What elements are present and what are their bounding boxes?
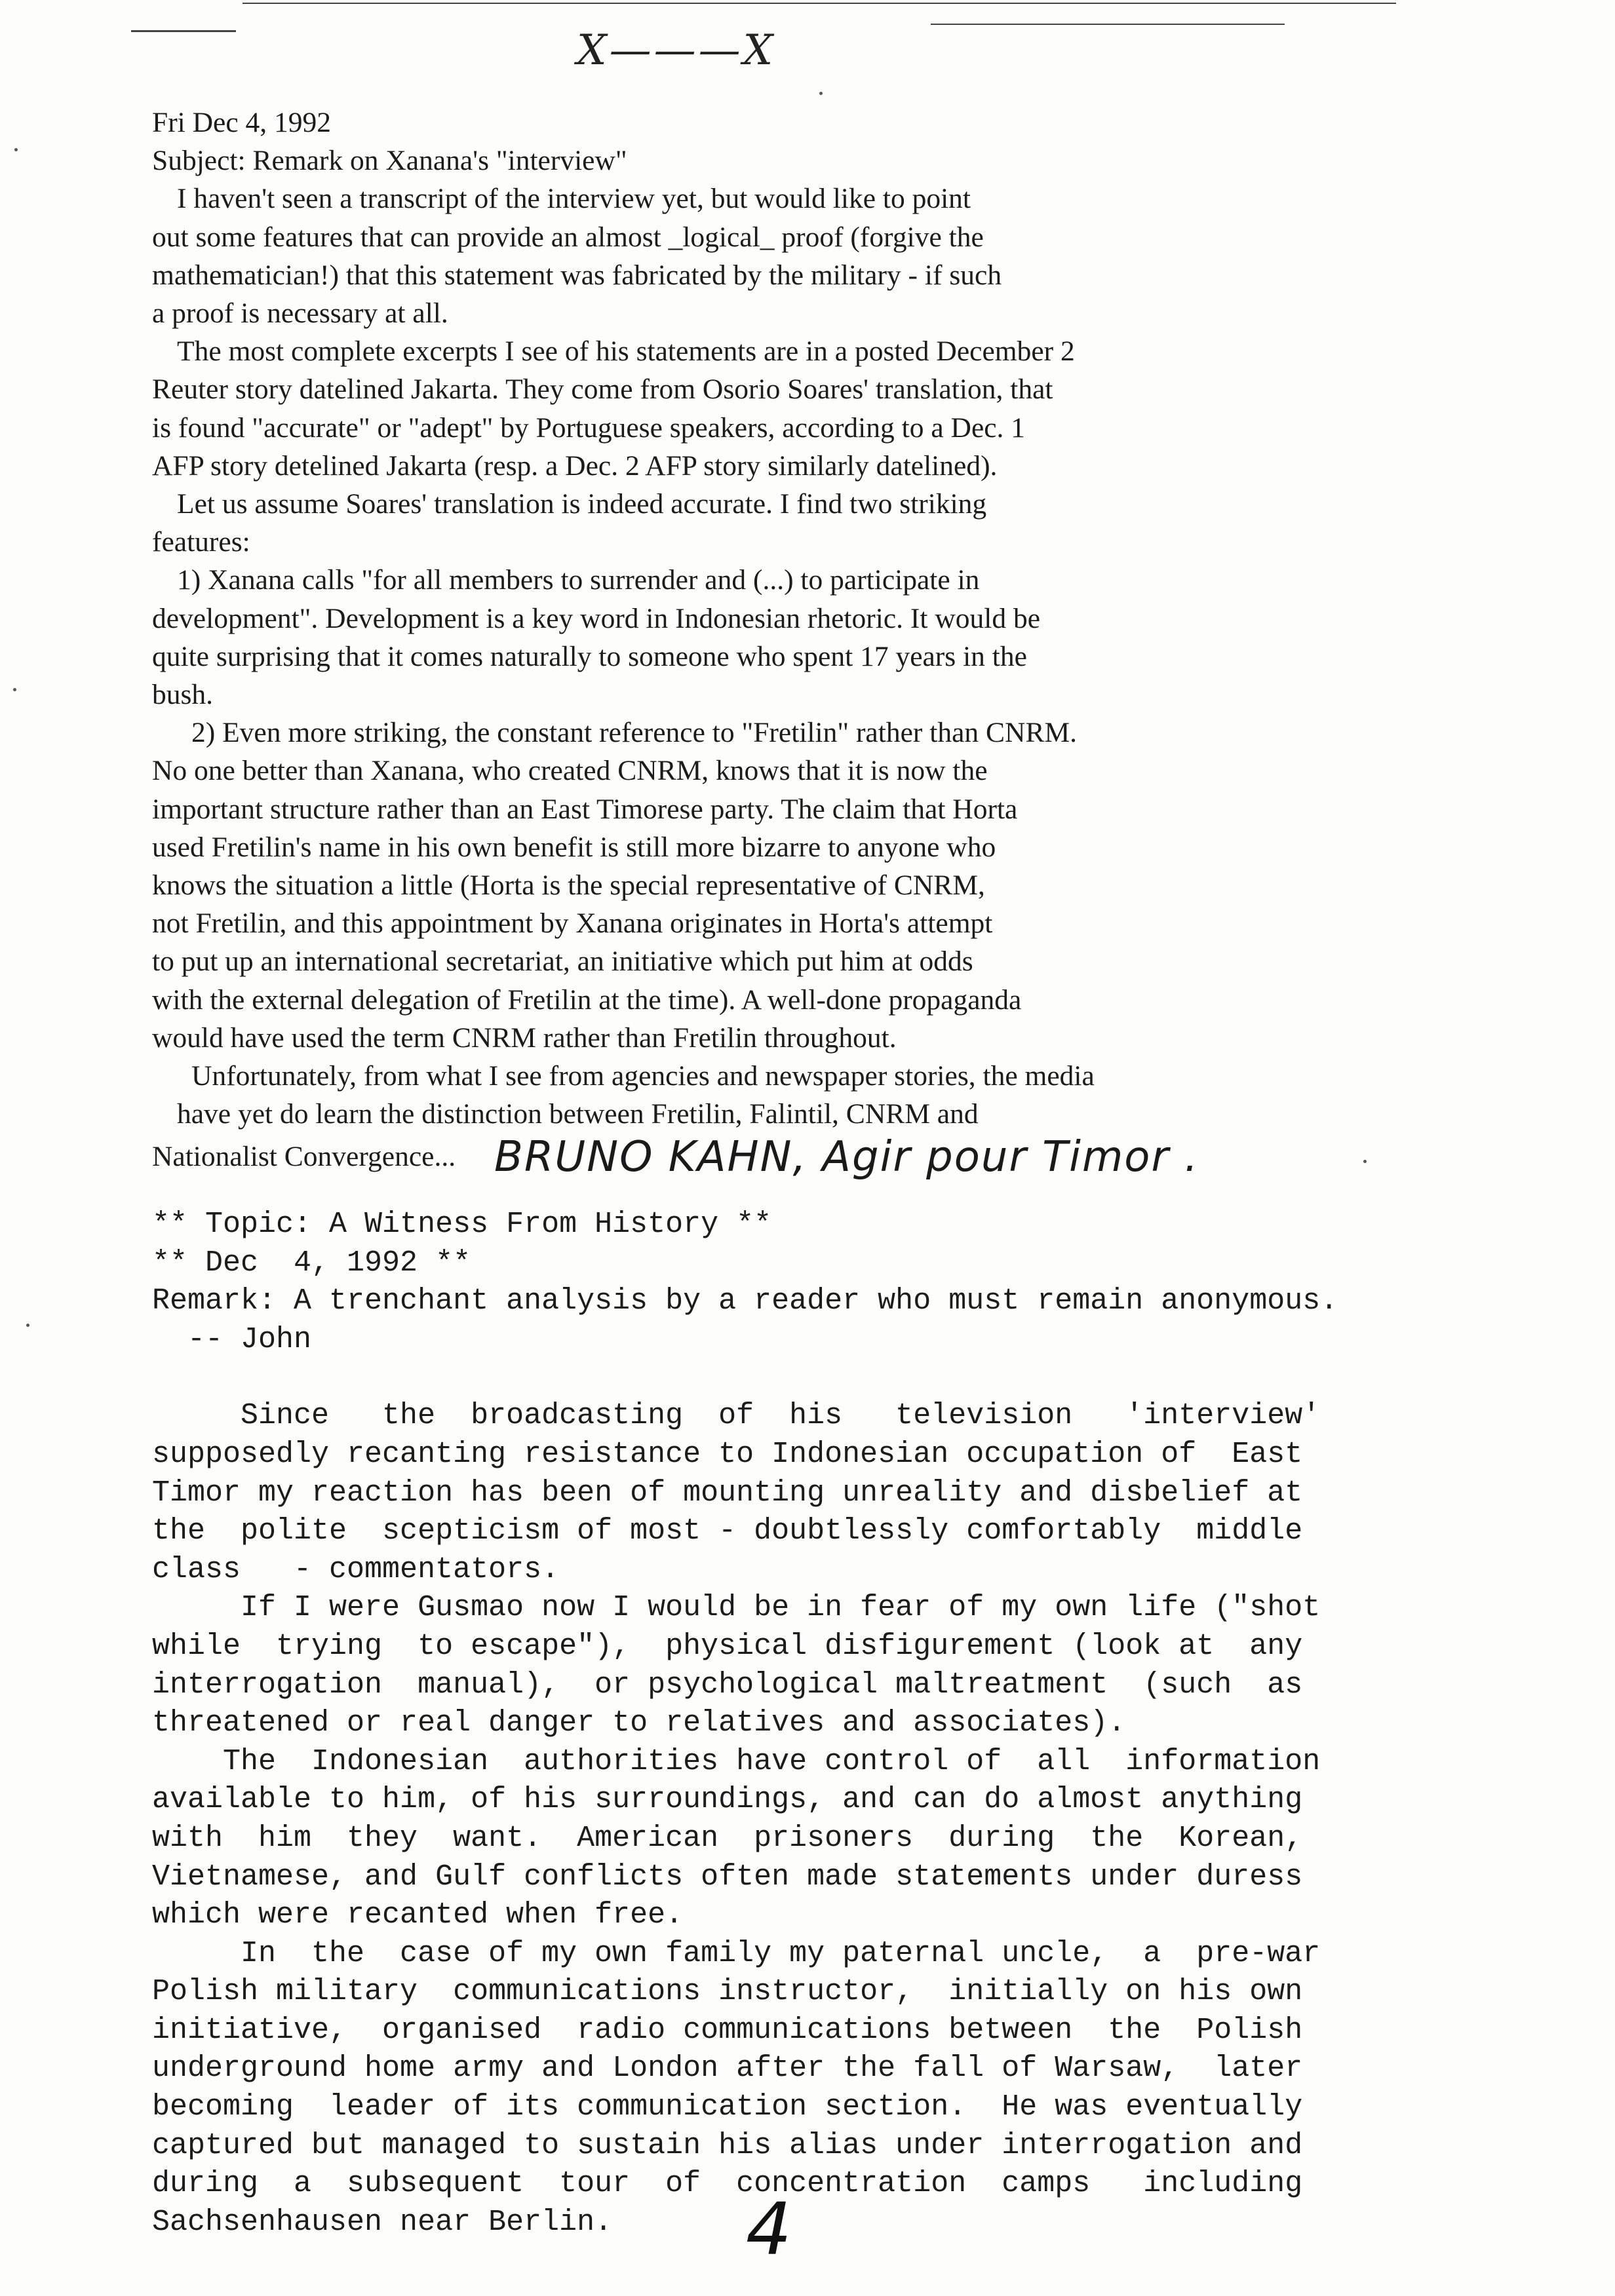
body-line: interrogation manual), or psychological maltreatment (such as	[152, 1668, 1303, 1702]
body-line: which were recanted when free.	[152, 1898, 684, 1932]
body-line: with him they want. American prisoners during the Korean,	[152, 1821, 1303, 1855]
body-line: If I were Gusmao now I would be in fear of my own life ("shot	[152, 1591, 1321, 1625]
text-line: would have used the term CNRM rather than Fretilin throughout.	[152, 1022, 897, 1054]
body-line: during a subsequent tour of concentration camps including	[152, 2167, 1303, 2201]
body-line: supposedly recanting resistance to Indonesian occupation of East	[152, 1437, 1303, 1471]
body-line: available to him, of his surroundings, and can do almost anything	[152, 1783, 1303, 1817]
date-header: ** Dec 4, 1992 **	[152, 1246, 471, 1280]
text-line: Reuter story datelined Jakarta. They come from Osorio Soares' translation, that	[152, 373, 1053, 406]
text-line: mathematician!) that this statement was fabricated by the military - if such	[152, 259, 1002, 291]
text-line: Unfortunately, from what I see from agencies and newspaper stories, the media	[191, 1060, 1095, 1092]
text-line: 1) Xanana calls "for all members to surrender and (...) to participate in	[177, 564, 980, 596]
author-line: -- John	[152, 1322, 312, 1356]
body-line: Since the broadcasting of his television 'interview'	[152, 1399, 1321, 1433]
text-line: knows the situation a little (Horta is the special representative of CNRM,	[152, 870, 985, 902]
body-line: threatened or real danger to relatives and associates).	[152, 1706, 1126, 1740]
body-line: becoming leader of its communication section. He was eventually	[152, 2090, 1303, 2124]
paragraph-gap	[152, 1359, 1469, 1397]
text-line: bush.	[152, 679, 214, 711]
text-line: used Fretilin's name in his own benefit is still more bizarre to anyone who	[152, 831, 996, 863]
scan-speck	[26, 1324, 29, 1327]
text-line: The most complete excerpts I see of his statements are in a posted December 2	[177, 335, 1075, 368]
text-line: a proof is necessary at all.	[152, 297, 448, 330]
scan-speck	[14, 148, 18, 151]
text-line: out some features that can provide an almost _logical_ proof (forgive the	[152, 221, 984, 253]
body-line: the polite scepticism of most - doubtlessly comfortably middle	[152, 1514, 1303, 1548]
body-line: while trying to escape"), physical disfigurement (look at any	[152, 1629, 1303, 1663]
top-rule-right	[931, 24, 1285, 25]
text-line: development". Development is a key word in Indonesian rhetoric. It would be	[152, 602, 1041, 634]
handwritten-top-mark: X———X	[577, 26, 776, 75]
text-line: is found "accurate" or "adept" by Portuguese speakers, according to a Dec. 1	[152, 411, 1026, 444]
remark-header: Remark: A trenchant analysis by a reader who must remain anonymous.	[152, 1284, 1338, 1318]
text-line: Nationalist Convergence...	[152, 1141, 456, 1173]
handwritten-page-number: 4	[746, 2187, 792, 2271]
scan-speck	[1363, 1160, 1367, 1163]
topic-header: ** Topic: A Witness From History **	[152, 1208, 772, 1241]
body-line: underground home army and London after the fall of Warsaw, later	[152, 2052, 1303, 2086]
body-line: Polish military communications instructor, initially on his own	[152, 1975, 1303, 2009]
text-line: 2) Even more striking, the constant reference to "Fretilin" rather than CNRM.	[191, 717, 1078, 749]
text-line: Let us assume Soares' translation is indeed accurate. I find two striking	[177, 488, 987, 520]
body-line: Sachsenhausen near Berlin.	[152, 2205, 613, 2239]
signature-row	[152, 1133, 1319, 1182]
top-rule-main	[243, 3, 1396, 4]
body-line: In the case of my own family my paternal uncle, a pre-war	[152, 1936, 1321, 1970]
text-line: I haven't seen a transcript of the interview yet, but would like to point	[177, 183, 971, 215]
email-remark-section	[152, 104, 1319, 1182]
text-line: important structure rather than an East Timorese party. The claim that Horta	[152, 793, 1018, 825]
body-line: initiative, organised radio communications between the Polish	[152, 2013, 1303, 2047]
top-rule-left	[131, 30, 236, 32]
handwritten-signature: BRUNO KAHN, Agir pour Timor .	[494, 1133, 1199, 1182]
body-line: The Indonesian authorities have control of all information	[152, 1744, 1321, 1778]
text-line: features:	[152, 526, 250, 558]
text-line: with the external delegation of Fretilin at the time). A well-done propaganda	[152, 984, 1022, 1016]
text-line: not Fretilin, and this appointment by Xanana originates in Horta's attempt	[152, 908, 993, 940]
text-line: to put up an international secretariat, an initiative which put him at odds	[152, 946, 973, 978]
witness-from-history-section	[152, 1206, 1469, 2242]
body-line: Vietnamese, and Gulf conflicts often made statements under duress	[152, 1860, 1303, 1894]
body-line: captured but managed to sustain his alias under interrogation and	[152, 2128, 1303, 2162]
text-line: Fri Dec 4, 1992	[152, 107, 332, 138]
text-line: No one better than Xanana, who created CNRM, knows that it is now the	[152, 755, 988, 787]
body-line: class - commentators.	[152, 1552, 560, 1586]
text-line: quite surprising that it comes naturally to someone who spent 17 years in the	[152, 640, 1027, 672]
text-line: have yet do learn the distinction between Fretilin, Falintil, CNRM and	[177, 1098, 979, 1130]
scan-speck	[13, 688, 16, 691]
text-line: AFP story detelined Jakarta (resp. a Dec. 2 AFP story similarly datelined).	[152, 450, 998, 482]
text-line: Subject: Remark on Xanana's "interview"	[152, 145, 627, 177]
body-line: Timor my reaction has been of mounting unreality and disbelief at	[152, 1476, 1303, 1510]
scan-speck	[819, 92, 823, 95]
